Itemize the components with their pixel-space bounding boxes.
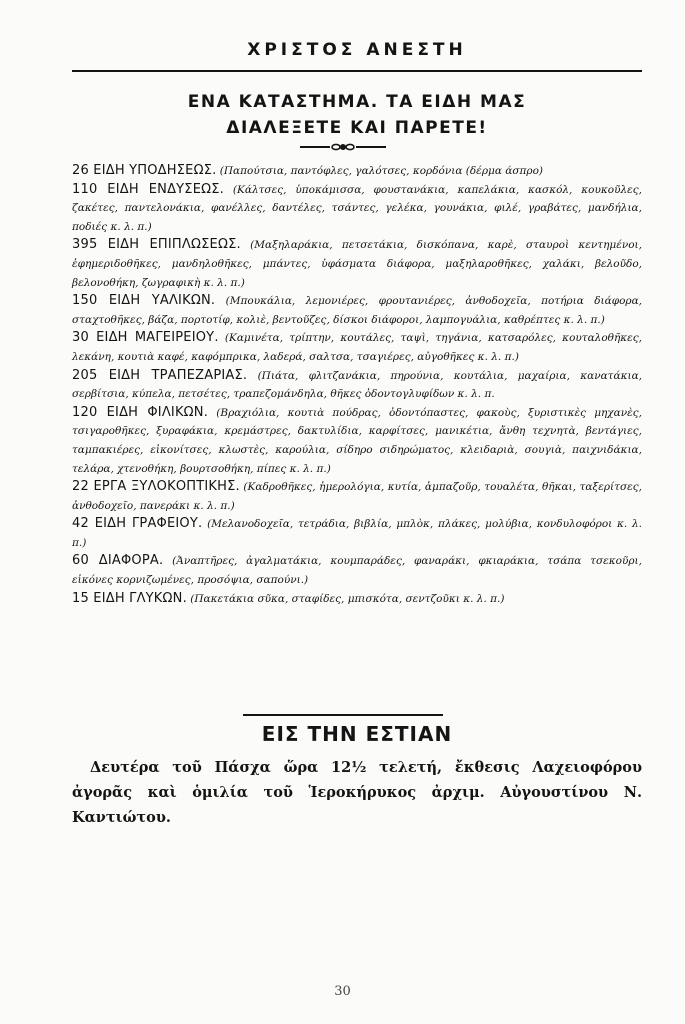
header-rule xyxy=(72,70,642,72)
item-description: (Μπουκάλια, λεμονιέρες, φρουτανιέρες, ἀνθοδοχεῖα, ποτήρια διάφορα, σταχτοθῆκες, βάζα, πορτοτίφ, κολιὲ, βεντοῦζες, δίσκοι διάφοροι, λαμπογυάλια, καθρέπτες κ. λ. π.) xyxy=(72,295,643,326)
item-category: 120 ΕΙΔΗ ΦΙΛΙΚΩΝ. xyxy=(72,404,209,420)
running-head: ΧΡΙΣΤΟΣ ΑΝΕΣΤΗ xyxy=(247,40,467,60)
page-number: 30 xyxy=(334,984,351,999)
item-description: (Κάλτσες, ὑποκάμισσα, φουστανάκια, καπελάκια, κασκόλ, κουκοῦλες, ζακέτες, παντελονάκια, φανέλλες, δαντέλες, τσάντες, γελέκα, γουνάκια, φιλέ, γραβάτες, μανδήλια, ποδιές κ. λ. π.) xyxy=(72,183,642,233)
item-description: (Καδροθῆκες, ἡμερολόγια, κυτία, ἀμπαζοῦρ, τουαλέτα, θῆκαι, ταξερίτσες, ἀνθοδοχεῖο, πανεράκι κ. λ. π.) xyxy=(72,481,643,512)
item-category: 26 ΕΙΔΗ ΥΠΟΔΗΣΕΩΣ. xyxy=(72,163,217,178)
list-item xyxy=(72,590,642,609)
item-description: (Ἀναπτῆρες, ἀγαλματάκια, κουμπαράδες, φαναράκι, φκιαράκια, τσάπα τσεκοῦρι, εἰκόνες κορνιζωμένες, προσόψια, σαπούνι.) xyxy=(72,555,642,587)
list-item xyxy=(72,515,642,552)
item-category: 22 ΕΡΓΑ ΞΥΛΟΚΟΠΤΙΚΗΣ. xyxy=(72,479,240,495)
list-item xyxy=(72,404,642,478)
item-description: (Πιάτα, φλιτζανάκια, πηρούνια, κουτάλια, μαχαίρια, κανατάκια, σερβίτσια, κύπελα, πετσέτες, τραπεζομάνδηλα, θῆκες ὀδοντογλυφίδων κ. λ. π. xyxy=(72,369,642,401)
list-item xyxy=(72,292,642,329)
item-category: 395 ΕΙΔΗ ΕΠΙΠΛΩΣΕΩΣ. xyxy=(72,237,241,253)
list-item xyxy=(72,236,642,292)
item-category: 150 ΕΙΔΗ ΥΑΛΙΚΩΝ. xyxy=(72,293,216,309)
item-category: 205 ΕΙΔΗ ΤΡΑΠΕΖΑΡΙΑΣ. xyxy=(72,367,248,383)
item-category: 15 ΕΙΔΗ ΓΛΥΚΩΝ. xyxy=(72,590,187,606)
item-description: (Μελανοδοχεῖα, τετράδια, βιβλία, μπλὸκ, πλάκες, μολύβια, κονδυλοφόροι κ. λ. π.) xyxy=(72,518,642,549)
list-item xyxy=(72,367,642,404)
section-rule xyxy=(243,714,443,716)
list-item xyxy=(72,181,642,237)
item-category: 110 ΕΙΔΗ ΕΝΔΥΣΕΩΣ. xyxy=(72,181,225,197)
item-description: (Μαξηλαράκια, πετσετάκια, δισκόπανα, καρὲ, σταυροὶ κεντημένοι, ἐφημεριδοθῆκες, μανδηλοθῆκες, μπάντες, ὑφάσματα διάφορα, μαξηλαροθῆκες, χαλάκι, βελοῦδο, βελονοθήκη, ζωγραφικὴ κ. λ. π.) xyxy=(72,239,642,289)
headline-line-1: ΕΝΑ ΚΑΤΑΣΤΗΜΑ. ΤΑ ΕΙΔΗ ΜΑΣ xyxy=(187,92,527,112)
list-item xyxy=(72,329,642,366)
list-item xyxy=(72,478,642,515)
item-list xyxy=(72,162,642,608)
item-category: 60 ΔΙΑΦΟΡΑ. xyxy=(72,553,164,569)
item-category: 42 ΕΙΔΗ ΓΡΑΦΕΙΟΥ. xyxy=(72,516,203,532)
event-notice: Δευτέρα τοῦ Πάσχα ὥρα 12½ τελετή, ἔκθεσις Λαχειοφόρου ἀγορᾶς καὶ ὁμιλία τοῦ Ἱεροκήρυκος ἀρχιμ. Αὐγουστίνου Ν. Καντιώτου. xyxy=(72,759,642,826)
item-description: (Πακετάκια σῦκα, σταφίδες, μπισκότα, σεντζοῦκι κ. λ. π.) xyxy=(190,592,505,605)
list-item xyxy=(72,552,642,589)
section-title: ΕΙΣ ΤΗΝ ΕΣΤΙΑΝ xyxy=(261,722,453,746)
list-item xyxy=(72,162,642,181)
ornament-divider-icon xyxy=(300,143,386,151)
item-description: (Παπούτσια, παντόφλες, γαλότσες, κορδόνια (δέρμα άσπρο) xyxy=(219,165,543,177)
item-description: (Καμινέτα, τρίπτην, κουτάλες, ταψὶ, τηγάνια, κατσαρόλες, κουταλοθῆκες, λεκάνη, κουτιὰ καφέ, καφόμπρικα, λαδερά, σαλτσα, τσαγιέρες, αὐγοθῆκες κ. λ. π.) xyxy=(72,332,642,363)
headline-line-2: ΔΙΑΛΕΞΕΤΕ ΚΑΙ ΠΑΡΕΤΕ! xyxy=(226,118,488,138)
item-category: 30 ΕΙΔΗ ΜΑΓΕΙΡΕΙΟΥ. xyxy=(72,330,219,346)
item-description: (Βραχιόλια, κουτιὰ πούδρας, ὀδοντόπαστες, φακοὺς, ξυριστικὲς μηχανὲς, τσιγαροθῆκες, ξυραφάκια, κρεμάστρες, δακτυλίδια, καρφίτσες, μανικέτια, ἄνθη τεχνητὰ, βεντάγιες, ταμπακιέρες, εἰκονίτσες, κλωστὲς, καρούλια, σίδηρο σιδηρώματος, κλειδαριὰ, σουγιὰ, παιχνιδάκια, τελάρα, χτενοθήκη, βουρτσοθήκη, πίπες κ. λ. π.) xyxy=(72,406,642,475)
